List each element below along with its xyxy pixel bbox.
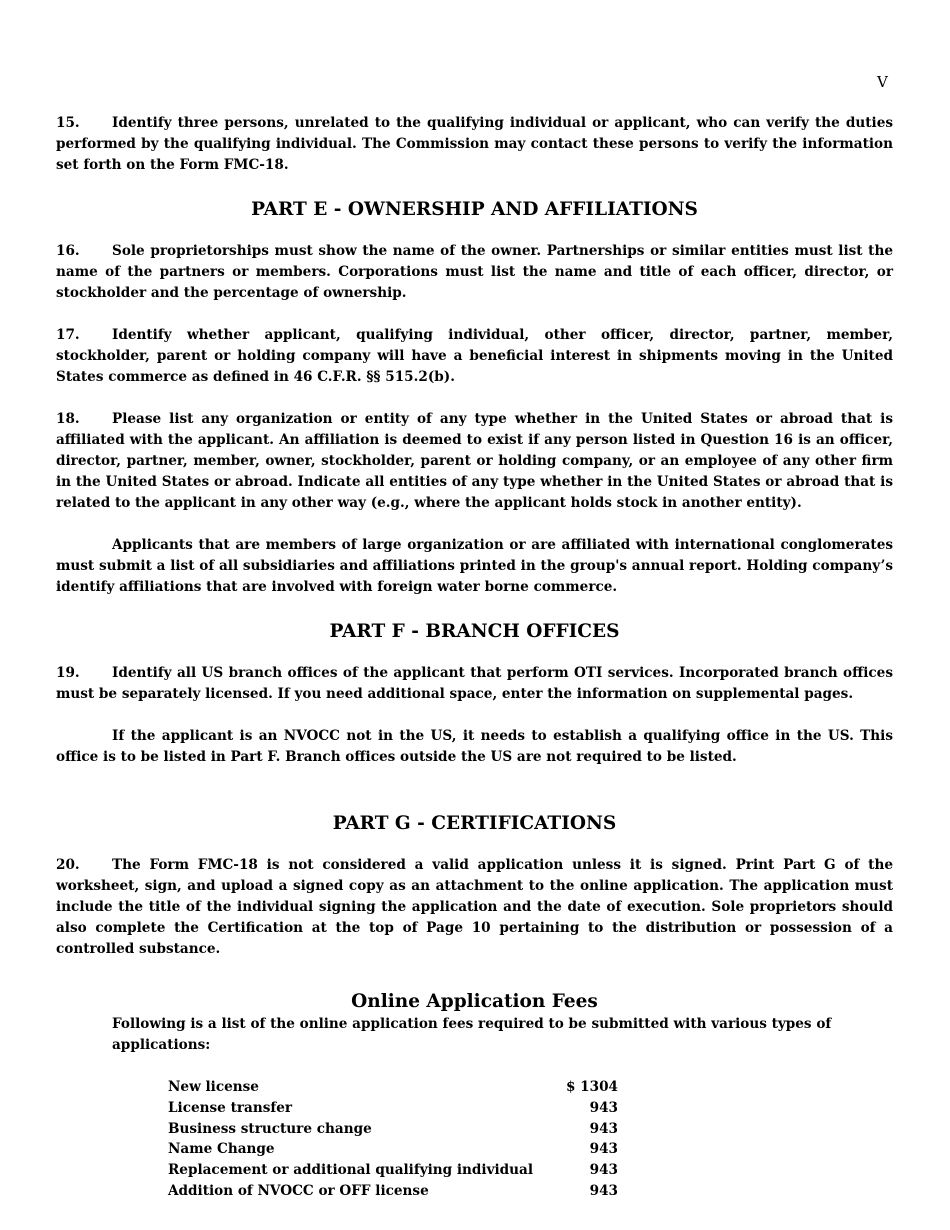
- fee-row: [168, 1139, 638, 1160]
- fee-label: Addition of NVOCC or OFF license: [168, 1182, 429, 1199]
- paragraph-text: The Form FMC-18 is not considered a valid application unless it is signed. Print Part G of the worksheet, sign, and upload a signed copy as an attachment to the online application. The application must include the title of the individual signing the application and the date of execution. Sole proprietors should also complete the Certification at the top of Page 10 pertaining to the distribution or possession of a controlled substance.: [56, 857, 893, 957]
- fee-label: New license: [168, 1079, 259, 1095]
- paragraph-text: Sole proprietorships must show the name of the owner. Partnerships or similar entities must list the name of the partners or members. Corporations must list the name and title of each officer, director, or stockholder and the percentage of ownership.: [56, 243, 893, 301]
- paragraph-19: [56, 663, 893, 705]
- paragraph-text: Identify all US branch offices of the applicant that perform OTI services. Incorporated branch offices must be separately licensed. If you need additional space, enter the information on supplemental pages.: [56, 665, 893, 702]
- fee-row: [168, 1098, 638, 1119]
- item-number: 20.: [56, 857, 80, 873]
- fee-amount: 943: [589, 1141, 618, 1158]
- fee-row: [168, 1160, 638, 1181]
- paragraph-20: [56, 855, 893, 960]
- fee-label: License transfer: [168, 1099, 293, 1116]
- heading-part-e: PART E - OWNERSHIP AND AFFILIATIONS: [251, 199, 698, 220]
- paragraph-text: Identify three persons, unrelated to the qualifying individual or applicant, who can verify the duties performed by the qualifying individual. The Commission may contact these persons to verify the information set forth on the Form FMC-18.: [56, 115, 893, 173]
- paragraph-17: [56, 325, 893, 388]
- fee-amount: 943: [589, 1099, 618, 1116]
- heading-part-f: PART F - BRANCH OFFICES: [329, 621, 620, 642]
- item-number: 19.: [56, 665, 80, 681]
- paragraph-16: [56, 241, 893, 304]
- fees-intro: Following is a list of the online application fees required to be submitted with various types of applications:: [112, 1016, 832, 1053]
- fee-label: Replacement or additional qualifying individual: [168, 1162, 534, 1179]
- fee-row: [168, 1077, 638, 1098]
- fee-amount: 943: [589, 1120, 618, 1137]
- fees-table: [168, 1077, 638, 1202]
- page-number: V: [877, 73, 888, 91]
- paragraph-15: [56, 113, 893, 176]
- heading-online-fees: Online Application Fees: [351, 991, 598, 1012]
- item-number: 16.: [56, 243, 80, 259]
- fee-row: [168, 1119, 638, 1140]
- fee-label: Business structure change: [168, 1120, 372, 1137]
- fee-amount: 943: [589, 1182, 618, 1199]
- paragraph-text: Identify whether applicant, qualifying individual, other officer, director, partner, member, stockholder, parent or holding company will have a beneficial interest in shipments moving in the United States commerce as defined in 46 C.F.R. §§ 515.2(b).: [56, 327, 893, 385]
- item-number: 18.: [56, 411, 80, 427]
- paragraph-text: Please list any organization or entity of any type whether in the United States or abroad that is affiliated with the applicant. An affiliation is deemed to exist if any person listed in Question 16 is an officer, director, partner, member, owner, stockholder, parent or holding company, or an employee of any other firm in the United States or abroad. Indicate all entities of any type whether in the United States or abroad that is related to the applicant in any other way (e.g., where the applicant holds stock in another entity).: [56, 411, 893, 511]
- paragraph-18-continued: Applicants that are members of large organization or are affiliated with international conglomerates must submit a list of all subsidiaries and affiliations printed in the group's annual report. Holding company’s identify affiliations that are involved with foreign water borne commerce.: [56, 537, 893, 595]
- item-number: 15.: [56, 115, 80, 131]
- fee-amount: $ 1304: [565, 1079, 618, 1095]
- paragraph-19-continued: If the applicant is an NVOCC not in the US, it needs to establish a qualifying office in the US. This office is to be listed in Part F. Branch offices outside the US are not required to be listed.: [56, 728, 893, 765]
- paragraph-18: [56, 409, 893, 514]
- fee-label: Name Change: [168, 1141, 275, 1158]
- fee-amount: 943: [589, 1162, 618, 1179]
- document-body: [56, 113, 893, 1202]
- item-number: 17.: [56, 327, 80, 343]
- fee-row: [168, 1181, 638, 1202]
- heading-part-g: PART G - CERTIFICATIONS: [332, 813, 617, 834]
